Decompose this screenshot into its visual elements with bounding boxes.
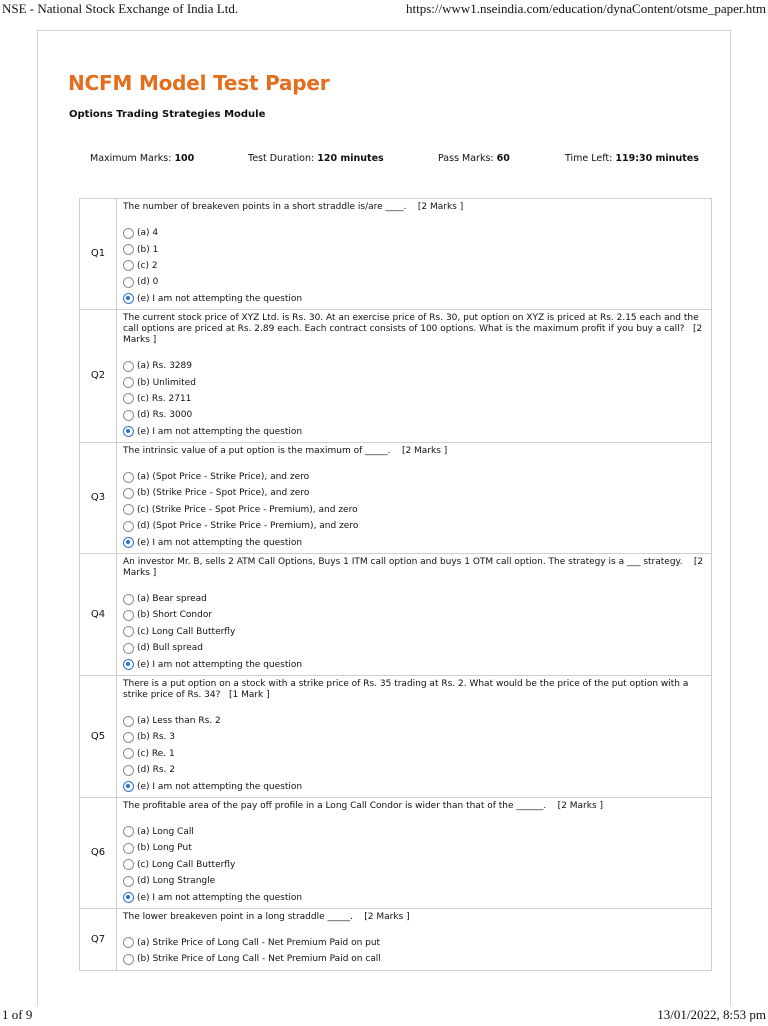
radio-unchecked-icon[interactable] [123,765,134,776]
print-date: 13/01/2022, 8:53 pm [657,1007,766,1022]
question-text: An investor Mr. B, sells 2 ATM Call Options, Buys 1 ITM call option and buys 1 OTM call option. The strategy is a ___ strategy. [2 Marks ] [123,556,706,578]
answer-option-label: (e) I am not attempting the question [137,892,303,903]
radio-unchecked-icon[interactable] [123,260,134,271]
radio-unchecked-icon[interactable] [123,859,134,870]
questions-table [79,198,712,971]
answer-option[interactable] [123,840,711,856]
answer-option-label: (b) Long Put [137,843,192,854]
answer-option-label: (a) 4 [137,228,159,239]
answer-options [123,225,711,307]
question-text: The intrinsic value of a put option is the maximum of _____. [2 Marks ] [123,445,448,456]
question-row [80,554,711,676]
radio-unchecked-icon[interactable] [123,876,134,887]
radio-unchecked-icon[interactable] [123,626,134,637]
maximum-marks-value: 100 [174,153,195,164]
print-header [0,0,768,20]
question-number: Q2 [80,310,117,442]
radio-checked-icon[interactable] [123,892,134,903]
answer-option[interactable] [123,607,711,623]
question-body [117,554,711,675]
answer-option[interactable] [123,534,711,550]
answer-option[interactable] [123,258,711,274]
answer-option[interactable] [123,485,711,501]
test-duration-value: 120 minutes [317,153,384,164]
question-text: The number of breakeven points in a short straddle is/are ____. [2 Marks ] [123,202,464,212]
answer-option-label: (b) Unlimited [137,377,196,388]
question-body [117,443,711,553]
answer-option-label: (b) 1 [137,244,159,255]
answer-option[interactable] [123,391,711,407]
module-name: Options Trading Strategies Module [69,109,266,120]
answer-options [123,358,711,440]
answer-option-label: (b) (Strike Price - Spot Price), and zero [137,488,310,499]
answer-option-label: (c) Re. 1 [137,748,175,759]
answer-option[interactable] [123,951,711,967]
answer-option-label: (d) Long Strangle [137,876,216,887]
answer-option-label: (a) (Spot Price - Strike Price), and zero [137,472,310,483]
question-text: There is a put option on a stock with a strike price of Rs. 35 trading at Rs. 2. What would be the price of the put option with a strike price of Rs. 34? [1 Mark ] [123,678,692,700]
answer-option-label: (e) I am not attempting the question [137,426,303,437]
answer-option[interactable] [123,591,711,607]
radio-unchecked-icon[interactable] [123,410,134,421]
answer-option[interactable] [123,291,711,307]
print-header-title: NSE - National Stock Exchange of India Ltd. [2,1,239,16]
answer-options [123,713,711,795]
radio-checked-icon[interactable] [123,537,134,548]
radio-unchecked-icon[interactable] [123,228,134,239]
question-body [117,310,711,442]
answer-option-label: (b) Strike Price of Long Call - Net Premium Paid on call [137,954,381,965]
radio-unchecked-icon[interactable] [123,643,134,654]
answer-options [123,935,711,968]
answer-option[interactable] [123,656,711,672]
answer-option-label: (e) I am not attempting the question [137,537,303,548]
answer-option[interactable] [123,274,711,290]
radio-unchecked-icon[interactable] [123,377,134,388]
question-row [80,199,711,310]
answer-options [123,824,711,906]
answer-option-label: (d) Rs. 3000 [137,410,193,421]
answer-option[interactable] [123,424,711,440]
question-number: Q5 [80,676,117,797]
radio-unchecked-icon[interactable] [123,716,134,727]
answer-option[interactable] [123,407,711,423]
radio-unchecked-icon[interactable] [123,393,134,404]
radio-checked-icon[interactable] [123,426,134,437]
radio-checked-icon[interactable] [123,293,134,304]
answer-option-label: (b) Short Condor [137,610,213,621]
question-row [80,798,711,909]
answer-option[interactable] [123,873,711,889]
answer-option-label: (d) 0 [137,277,159,288]
radio-unchecked-icon[interactable] [123,504,134,515]
answer-option[interactable] [123,241,711,257]
question-number: Q4 [80,554,117,675]
answer-option[interactable] [123,824,711,840]
answer-option[interactable] [123,762,711,778]
answer-option-label: (d) (Spot Price - Strike Price - Premium), and zero [137,521,359,532]
answer-option-label: (e) I am not attempting the question [137,659,303,670]
question-row [80,310,711,443]
answer-option-label: (a) Long Call [137,826,194,837]
answer-option-label: (e) I am not attempting the question [137,293,303,304]
answer-option[interactable] [123,640,711,656]
answer-option[interactable] [123,889,711,905]
answer-option-label: (c) Rs. 2711 [137,393,192,404]
radio-unchecked-icon[interactable] [123,488,134,499]
test-duration: Test Duration: 120 minutes [248,153,384,164]
answer-option[interactable] [123,358,711,374]
answer-option-label: (c) 2 [137,260,158,271]
answer-option-label: (a) Rs. 3289 [137,361,192,372]
answer-option[interactable] [123,469,711,485]
answer-option-label: (c) Long Call Butterfly [137,859,236,870]
answer-option[interactable] [123,713,711,729]
radio-unchecked-icon[interactable] [123,748,134,759]
question-text: The current stock price of XYZ Ltd. is Rs. 30. At an exercise price of Rs. 30, put option on XYZ is priced at Rs. 2.15 each and the call options are priced at Rs. 2.89 each. Each contract consists of 100 options. What is the maximum profit if you buy a call? [2 Marks ] [123,312,706,345]
question-text: The profitable area of the pay off profile in a Long Call Condor is wider than that of the ______. [2 Marks ] [123,800,604,811]
question-row [80,909,711,971]
answer-option[interactable] [123,624,711,640]
radio-unchecked-icon[interactable] [123,594,134,605]
answer-option[interactable] [123,935,711,951]
time-left-value: 119:30 minutes [615,153,699,164]
radio-unchecked-icon[interactable] [123,826,134,837]
time-left: Time Left: 119:30 minutes [565,153,699,164]
question-row [80,676,711,798]
question-row [80,443,711,554]
answer-option[interactable] [123,225,711,241]
radio-unchecked-icon[interactable] [123,843,134,854]
pass-marks-value: 60 [496,153,510,164]
radio-unchecked-icon[interactable] [123,610,134,621]
radio-unchecked-icon[interactable] [123,361,134,372]
answer-option[interactable] [123,857,711,873]
page-title: NCFM Model Test Paper [68,71,330,95]
answer-option[interactable] [123,374,711,390]
answer-option-label: (c) (Strike Price - Spot Price - Premium), and zero [137,504,358,515]
question-number: Q6 [80,798,117,908]
answer-option-label: (d) Rs. 2 [137,765,175,776]
radio-unchecked-icon[interactable] [123,521,134,532]
answer-option-label: (a) Bear spread [137,594,207,605]
radio-unchecked-icon[interactable] [123,472,134,483]
question-text: The lower breakeven point in a long straddle _____. [2 Marks ] [123,911,410,922]
question-number: Q3 [80,443,117,553]
answer-option[interactable] [123,746,711,762]
radio-unchecked-icon[interactable] [123,937,134,948]
page-count: 1 of 9 [2,1007,33,1022]
question-number: Q1 [80,199,117,309]
radio-unchecked-icon[interactable] [123,277,134,288]
radio-checked-icon[interactable] [123,781,134,792]
radio-checked-icon[interactable] [123,659,134,670]
answer-option-label: (a) Less than Rs. 2 [137,716,221,726]
question-body [117,676,711,797]
answer-option-label: (b) Rs. 3 [137,732,175,743]
test-paper-card [37,30,731,1006]
answer-option-label: (d) Bull spread [137,643,204,654]
answer-option[interactable] [123,729,711,745]
radio-unchecked-icon[interactable] [123,954,134,965]
answer-option[interactable] [123,778,711,794]
answer-options [123,591,711,673]
answer-option-label: (c) Long Call Butterfly [137,626,236,637]
answer-option-label: (e) I am not attempting the question [137,781,303,792]
answer-option-label: (a) Strike Price of Long Call - Net Premium Paid on put [137,937,381,948]
radio-unchecked-icon[interactable] [123,244,134,255]
radio-unchecked-icon[interactable] [123,732,134,743]
question-number: Q7 [80,909,117,970]
print-footer [0,1006,768,1026]
answer-options [123,469,711,551]
question-body [117,199,711,309]
maximum-marks: Maximum Marks: 100 [90,153,195,164]
pass-marks: Pass Marks: 60 [438,153,510,164]
question-body [117,909,711,970]
question-body [117,798,711,908]
answer-option[interactable] [123,518,711,534]
print-header-url: https://www1.nseindia.com/education/dynaContent/otsme_paper.htm [406,1,766,16]
answer-option[interactable] [123,502,711,518]
